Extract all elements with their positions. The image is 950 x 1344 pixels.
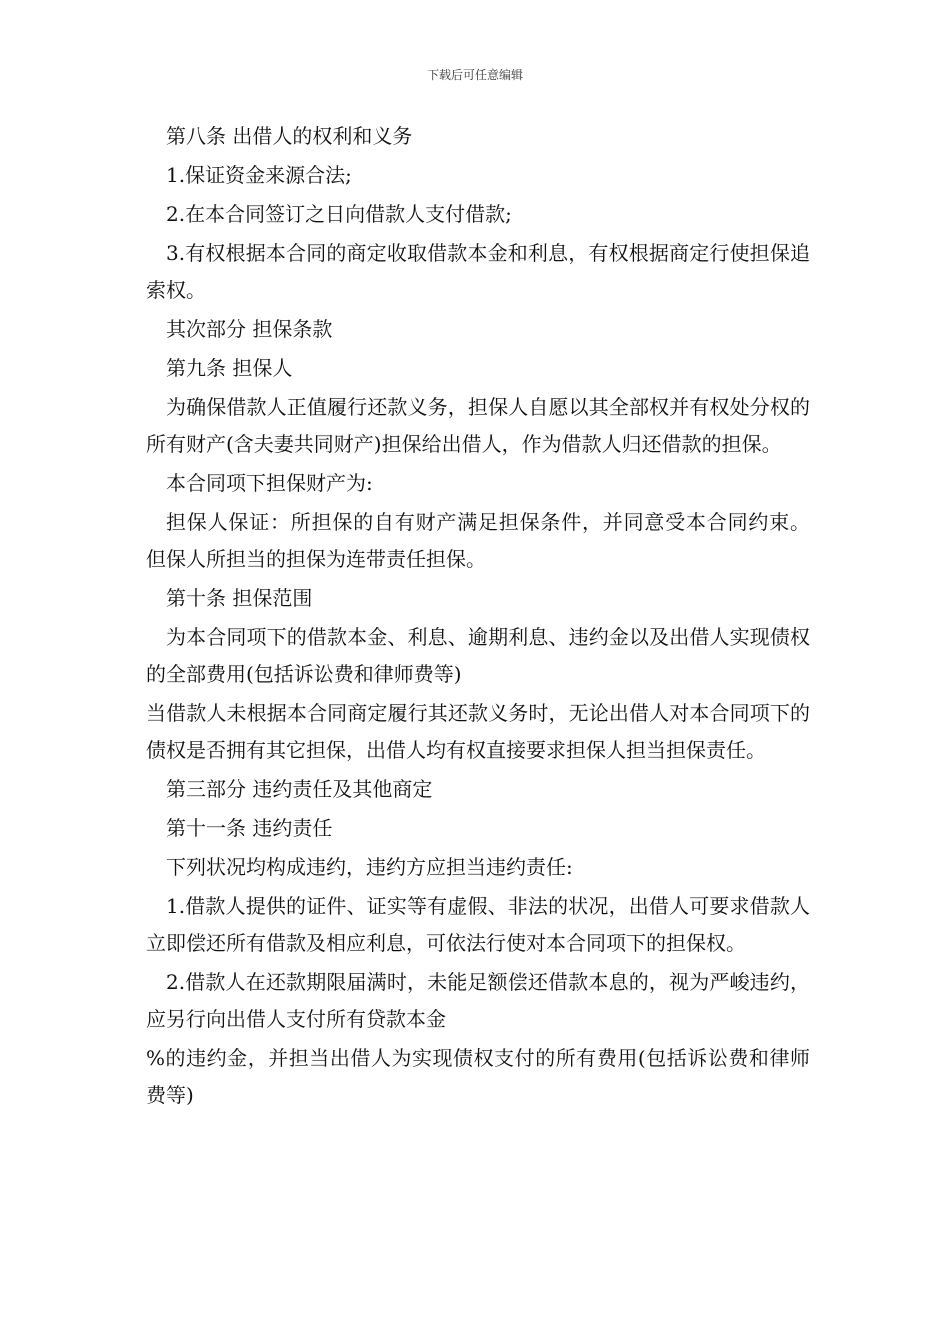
list-item: 2.借款人在还款期限届满时，未能足额偿还借款本息的，视为严峻违约，应另行向出借人支付所有贷款本金 [146, 970, 810, 1031]
body-paragraph: 为确保借款人正值履行还款义务，担保人自愿以其全部权并有权处分权的所有财产(含夫妻共同财产)担保给出借人，作为借款人归还借款的担保。 [146, 395, 810, 456]
section-heading: 第三部分 违约责任及其他商定 [166, 777, 433, 801]
body-paragraph: 当借款人未根据本合同商定履行其还款义务时，无论出借人对本合同项下的债权是否拥有其它担保，出借人均有权直接要求担保人担当担保责任。 [146, 701, 810, 762]
list-item: 3.有权根据本合同的商定收取借款本金和利息，有权根据商定行使担保追索权。 [146, 241, 810, 302]
list-item: 2.在本合同签订之日向借款人支付借款; [166, 202, 512, 226]
clause-heading: 第八条 出借人的权利和义务 [166, 124, 413, 148]
clause-heading: 第九条 担保人 [166, 356, 293, 380]
body-paragraph: 本合同项下担保财产为: [166, 471, 373, 495]
body-paragraph: 下列状况均构成违约，违约方应担当违约责任: [166, 855, 573, 879]
list-item: 1.保证资金来源合法; [166, 163, 352, 187]
document-body [146, 118, 810, 1116]
body-paragraph: %的违约金，并担当出借人为实现债权支付的所有费用(包括诉讼费和律师费等) [146, 1046, 810, 1107]
clause-heading: 第十一条 违约责任 [166, 816, 333, 840]
clause-heading: 第十条 担保范围 [166, 586, 313, 610]
body-paragraph: 担保人保证：所担保的自有财产满足担保条件，并同意受本合同约束。 但保人所担当的担保为连带责任担保。 [146, 510, 810, 571]
list-item: 1.借款人提供的证件、证实等有虚假、非法的状况，出借人可要求借款人立即偿还所有借款及相应利息，可依法行使对本合同项下的担保权。 [146, 894, 810, 955]
page-header-note: 下载后可任意编辑 [426, 68, 523, 82]
body-paragraph: 为本合同项下的借款本金、利息、逾期利息、违约金以及出借人实现债权的全部费用(包括诉讼费和律师费等) [146, 625, 810, 686]
section-heading: 其次部分 担保条款 [166, 317, 333, 341]
